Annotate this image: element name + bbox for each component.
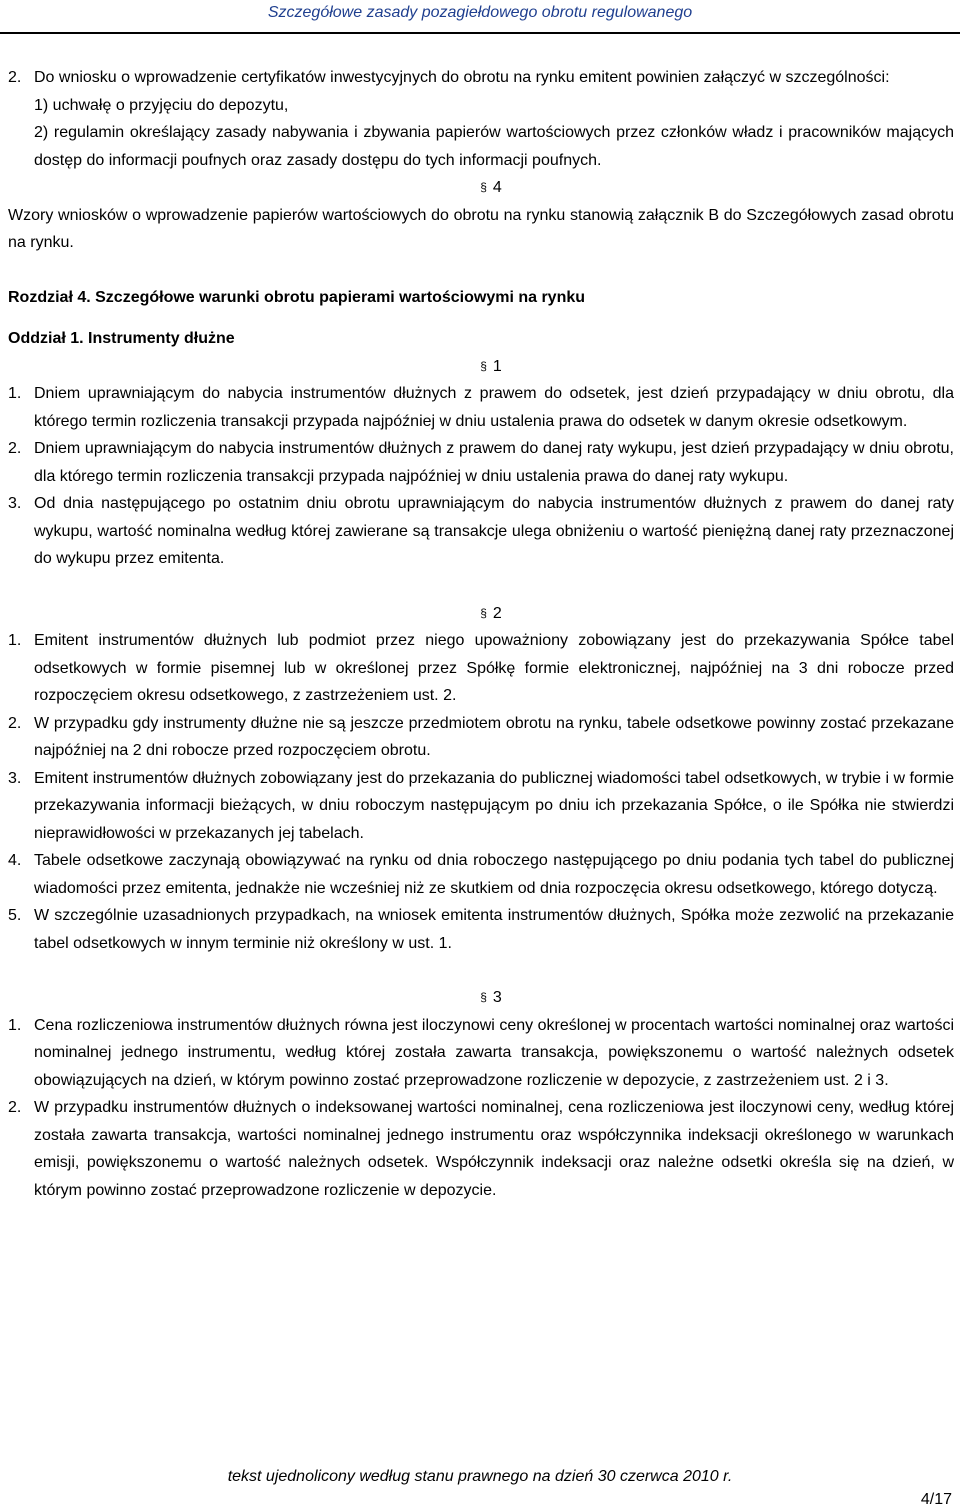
par1-item-1 [8,380,954,435]
paragraph-mark-1 [8,353,954,381]
paragraph-number: 4 [492,179,502,196]
section-sign: § [480,990,487,1004]
item-number: 2. [8,440,22,457]
item-text: Do wniosku o wprowadzenie certyfikatów inwestycyjnych do obrotu na rynku emitent powinien załączyć w szczególności: [34,69,890,86]
document-body [8,64,954,1204]
par2-item-5 [8,902,954,957]
section-sign: § [480,358,487,373]
item-text: Dniem uprawniającym do nabycia instrumentów dłużnych z prawem do odsetek, jest dzień przypadający w dniu obrotu, dla którego termin rozliczenia transakcji przypada najpóźniej w dniu ustalenia prawa do odsetek w danym okresie odsetkowym. [34,385,954,430]
chapter-heading: Rozdział 4. Szczegółowe warunki obrotu papierami wartościowymi na rynku [8,288,586,306]
item-text: Cena rozliczeniowa instrumentów dłużnych równa jest iloczynowi ceny określonej w procentach wartości nominalnej oraz wartości nominalnej jednego instrumentu, według której została zawarta transakcja, powiększonemu o wartość należnych odsetek obowiązujących na dzień, w którym powinno zostać przeprowadzone rozliczenie w depozycie, z zastrzeżeniem ust. 2 i 3. [34,1016,954,1089]
item-number: 1. [8,385,22,402]
item-number: 1. [8,1016,22,1034]
item-text: W szczególnie uzasadnionych przypadkach, na wniosek emitenta instrumentów dłużnych, Spółka może zezwolić na przekazanie tabel odsetkowych w innym terminie niż określony w ust. 1. [34,907,954,952]
par1-item-3 [8,490,954,573]
item-text: Tabele odsetkowe zaczynają obowiązywać na rynku od dnia roboczego następującego po dniu podania tych tabel do publicznej wiadomości przez emitenta, jednakże nie wcześniej niż ze skutkiem od dnia rozpoczęcia okresu odsetkowego, którego dotyczą. [34,852,954,897]
division-heading: Oddział 1. Instrumenty dłużne [8,330,235,347]
item-text: Emitent instrumentów dłużnych lub podmiot przez niego upoważniony zobowiązany jest do przekazywania Spółce tabel odsetkowych w formie pisemnej lub w określonej przez Spółkę formie elektronicznej, najpóźniej na 3 dni robocze przed rozpoczęciem okresu odsetkowego, z zastrzeżeniem ust. 2. [34,632,954,704]
item-number: 5. [8,907,22,924]
item-text: W przypadku instrumentów dłużnych o indeksowanej wartości nominalnej, cena rozliczeniowa jest iloczynowi ceny, według której została zawarta transakcja, wartości nominalnej jednego instrumentu oraz współczynnika indeksacji określonego w warunkach emisji, powiększonemu o wartość należnych odsetek. Współczynnik indeksacji oraz należne odsetki określa się na dzień, w którym powinno zostać przeprowadzone rozliczenie w depozycie. [34,1099,954,1199]
par3-item-1 [8,1012,954,1095]
section-sign: § [480,605,487,620]
paragraph-mark-4 [8,174,954,202]
sublist-item-1: 1) uchwałę o przyjęciu do depozytu, [34,96,289,114]
intro-sublist [8,92,954,175]
item-text: Dniem uprawniającym do nabycia instrumentów dłużnych z prawem do danej raty wykupu, jest dzień przypadający w dniu obrotu, dla którego termin rozliczenia transakcji przypada najpóźniej w dniu ustalenia prawa do danej raty wykupu. [34,440,954,485]
item-number: 2. [8,714,22,732]
intro-item-2 [8,64,954,92]
item-number: 2. [8,1099,22,1116]
par2-item-2 [8,710,954,765]
item-number: 3. [8,495,22,512]
item-number: 2. [8,69,22,86]
sublist-item-2: 2) regulamin określający zasady nabywania i zbywania papierów wartościowych przez członków władz i pracowników mających dostęp do informacji poufnych oraz zasady dostępu do tych informacji poufnych. [34,124,954,169]
paragraph-number: 1 [492,357,502,375]
paragraph-4-text: Wzory wniosków o wprowadzenie papierów wartościowych do obrotu na rynku stanowią załącznik B do Szczegółowych zasad obrotu na rynku. [8,206,954,251]
item-text: Od dnia następującego po ostatnim dniu obrotu uprawniającym do nabycia instrumentów dłużnych z prawem do danej raty wykupu, wartość nominalna według której zawierane są transakcje ulega obniżeniu o wartość pieniężną danej raty przeznaczonej do wykupu przez emitenta. [34,495,954,567]
page-number: 4/17 [920,1491,952,1508]
par1-item-2 [8,435,954,490]
par2-item-3 [8,765,954,848]
par2-item-4 [8,847,954,902]
paragraph-mark-3 [8,984,954,1012]
par2-item-1 [8,627,954,710]
item-text: Emitent instrumentów dłużnych zobowiązany jest do przekazania do publicznej wiadomości tabel odsetkowych, w trybie i w formie przekazywania informacji bieżących, w dniu roboczym następującym po dniu ich przekazania Spółce, o ile Spółka nie stwierdzi nieprawidłowości w przekazanych jej tabelach. [34,769,954,842]
item-number: 3. [8,769,22,787]
item-number: 4. [8,852,22,869]
item-number: 1. [8,632,22,649]
paragraph-number: 2 [492,604,502,622]
section-sign: § [480,180,487,194]
item-text: W przypadku gdy instrumenty dłużne nie są jeszcze przedmiotem obrotu na rynku, tabele odsetkowe powinny zostać przekazane najpóźniej na 2 dni robocze przed rozpoczęciem obrotu. [34,714,954,759]
page-footer: tekst ujednolicony według stanu prawnego na dzień 30 czerwca 2010 r. [227,1468,733,1485]
paragraph-number: 3 [492,989,502,1006]
running-header: Szczegółowe zasady pozagiełdowego obrotu regulowanego [0,0,960,34]
par3-item-2 [8,1094,954,1204]
paragraph-mark-2 [8,600,954,628]
